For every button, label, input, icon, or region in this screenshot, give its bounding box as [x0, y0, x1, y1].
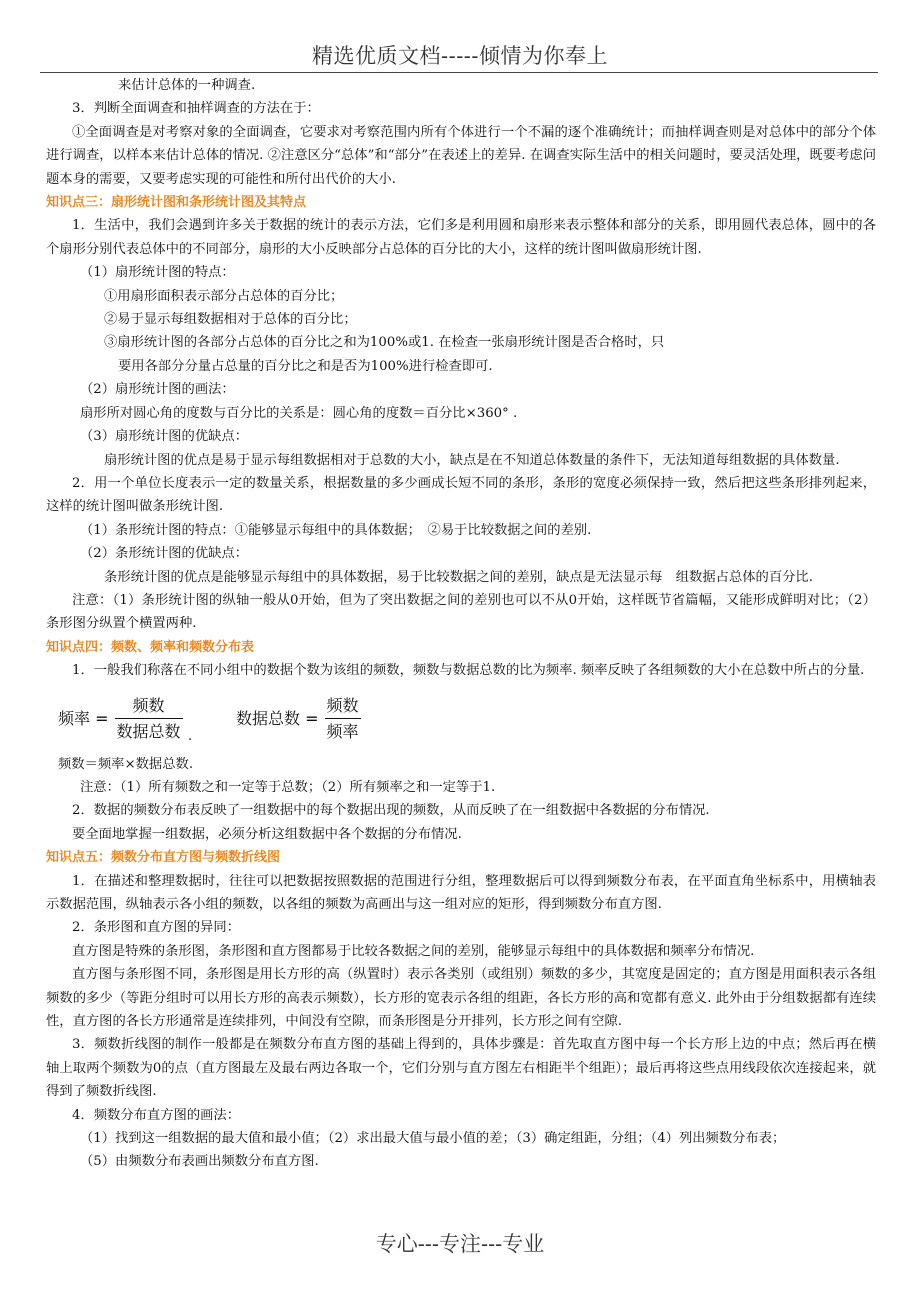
data-total-formula: [236, 687, 361, 751]
list-item: （1）找到这一组数据的最大值和最小值；（2）求出最大值与最小值的差；（3）确定组距，分组；（4）列出频数分布表；: [80, 1131, 786, 1147]
paragraph: 2．条形图和直方图的异同：: [72, 920, 241, 936]
section-heading-3: 知识点三：扇形统计图和条形统计图及其特点: [46, 195, 307, 211]
formula-block: [46, 687, 876, 751]
paragraph: 直方图与条形图不同，条形图是用长方形的高（纵置时）表示各类别（或组别）频数的多少，其宽度是固定的；直方图是用面积表示各组频数的多少（等距分组时可以用长方形的高表示频数），长方形的宽表示各组的组距，各长方形的高和宽都有意义. 此外由于分组数据都有连续性，直方图的各长方形通常是连续排列，中间没有空隙，而条形图是分开排列，长方形之间有空隙.: [46, 967, 876, 1030]
fraction-denominator: 数据总数: [115, 718, 183, 743]
paragraph: 扇形统计图的优点是易于显示每组数据相对于总数的大小，缺点是在不知道总体数量的条件下，无法知道每组数据的具体数量.: [104, 452, 840, 468]
fraction-numerator: 频数: [132, 695, 165, 715]
formula-lhs: 数据总数 =: [236, 708, 319, 728]
paragraph: （1）条形统计图的特点：①能够显示每组中的具体数据； ②易于比较数据之间的差别.: [80, 522, 592, 538]
paragraph: 1．在描述和整理数据时，往往可以把数据按照数据的范围进行分组，整理数据后可以得到频数分布表，在平面直角坐标系中，用横轴表示数据范围，纵轴表示各小组的频数，以各组的频数为高画出与这一组对应的矩形，得到频数分布直方图.: [46, 873, 876, 912]
paragraph: 1．生活中，我们会遇到许多关于数据的统计的表示方法，它们多是利用圆和扇形来表示整体和部分的关系，即用圆代表总体，圆中的各个扇形分别代表总体中的不同部分，扇形的大小反映部分占总体的百分比的大小，这样的统计图叫做扇形统计图.: [46, 218, 876, 257]
paragraph: 频数＝频率×数据总数.: [58, 756, 194, 772]
paragraph: 来估计总体的一种调查.: [118, 78, 256, 93]
fraction-denominator: 频率: [325, 718, 361, 743]
paragraph: 3．判断全面调查和抽样调查的方法在于：: [72, 101, 320, 117]
paragraph: 扇形所对圆心角的度数与百分比的关系是：圆心角的度数＝百分比×360° .: [80, 405, 518, 421]
paragraph: 4．频数分布直方图的画法：: [72, 1107, 241, 1123]
paragraph: 1．一般我们称落在不同小组中的数据个数为该组的频数，频数与数据总数的比为频率. 频率反映了各组频数的大小在总数中所占的分量.: [72, 663, 865, 679]
page-header: 精选优质文档-----倾情为你奉上: [312, 44, 608, 68]
list-item: ③扇形统计图的各部分占总体的百分比之和为100%或1. 在检查一张扇形统计图是否合格时，只: [104, 335, 665, 351]
paragraph: 注意：（1）条形统计图的纵轴一般从0开始，但为了突出数据之间的差别也可以不从0开始，这样既节省篇幅，又能形成鲜明对比；（2）条形图分纵置个横置两种.: [46, 592, 876, 632]
list-item: （5）由频数分布表画出频数分布直方图.: [80, 1154, 319, 1170]
formula-lhs: 频率 =: [58, 708, 109, 728]
fraction-numerator: 频数: [326, 695, 359, 715]
paragraph: 要全面地掌握一组数据，必须分析这组数据中各个数据的分布情况.: [72, 826, 462, 842]
formula-tail: .: [188, 728, 193, 744]
fraction: [115, 694, 183, 744]
paragraph: 2．数据的频数分布表反映了一组数据中的每个数据出现的频数，从而反映了在一组数据中各数据的分布情况.: [72, 803, 710, 819]
page-footer: 专心---专注---专业: [375, 1232, 545, 1256]
document-body: [46, 74, 876, 1174]
header-divider: [40, 72, 878, 73]
frequency-rate-formula: [58, 687, 183, 751]
paragraph: 注意：（1）所有频数之和一定等于总数；（2）所有频率之和一定等于1.: [80, 779, 496, 795]
paragraph: ①全面调查是对考察对象的全面调查，它要求对考察范围内所有个体进行一个不漏的逐个准确统计；而抽样调查则是对总体中的部分个体进行调查，以样本来估计总体的情况. ②注意区分“总体”和“部分”在表述上的差异. 在调查实际生活中的相关问题时，要灵活处理，既要考虑问题本身的需要，又要考虑实现的可能性和所付出代价的大小.: [46, 124, 876, 187]
section-heading-4: 知识点四：频数、频率和频数分布表: [46, 639, 255, 655]
list-item: ①用扇形面积表示部分占总体的百分比；: [104, 288, 344, 304]
paragraph: （1）扇形统计图的特点：: [80, 265, 235, 281]
paragraph: 3．频数折线图的制作一般都是在频数分布直方图的基础上得到的，具体步骤是：首先取直方图中每一个长方形上边的中点；然后再在横轴上取两个频数为0的点（直方图最左及最右两边各取一个，它们分别与直方图左右相距半个组距）；最后再将这些点用线段依次连接起来，就得到了频数折线图.: [46, 1037, 876, 1100]
section-heading-5: 知识点五：频数分布直方图与频数折线图: [46, 850, 281, 866]
paragraph: 要用各部分分量占总量的百分比之和是否为100%进行检查即可.: [118, 358, 493, 374]
fraction: [325, 694, 361, 744]
paragraph: （3）扇形统计图的优缺点：: [80, 429, 249, 445]
paragraph: （2）扇形统计图的画法：: [80, 382, 235, 398]
paragraph: 2．用一个单位长度表示一定的数量关系，根据数量的多少画成长短不同的条形，条形的宽度必须保持一致，然后把这些条形排列起来，这样的统计图叫做条形统计图.: [46, 475, 876, 515]
list-item: ②易于显示每组数据相对于总体的百分比；: [104, 312, 357, 328]
paragraph: 直方图是特殊的条形图，条形图和直方图都易于比较各数据之间的差别，能够显示每组中的具体数据和频率分布情况.: [72, 943, 755, 959]
paragraph: （2）条形统计图的优缺点：: [80, 546, 249, 562]
paragraph: 条形统计图的优点是能够显示每组中的具体数据，易于比较数据之间的差别，缺点是无法显示每 组数据占总体的百分比.: [104, 569, 813, 585]
